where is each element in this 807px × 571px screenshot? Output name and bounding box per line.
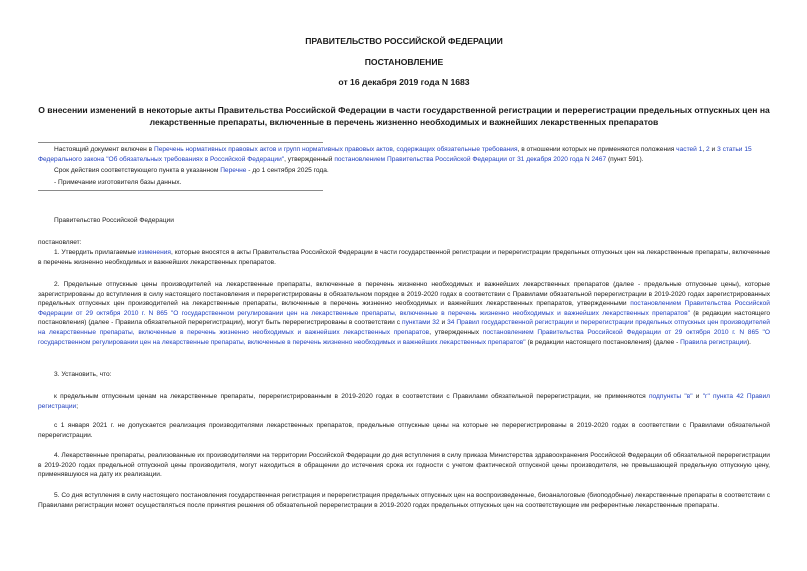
- notice-text: (пункт 591).: [606, 155, 644, 163]
- item-2-text: (в редакции настоящего постановления) (далее -: [525, 338, 681, 346]
- notice-text: - до 1 сентября 2025 года.: [246, 167, 329, 175]
- notice-text: и: [709, 146, 718, 153]
- notice-text: ,: [702, 146, 707, 153]
- link-punkt-42[interactable]: "г" пункта 42 Правил регистрации: [38, 393, 770, 410]
- government-heading: ПРАВИТЕЛЬСТВО РОССИЙСКОЙ ФЕДЕРАЦИИ: [305, 36, 503, 46]
- item-2-text: (в редакции настоящего постановления) (далее - Правила обязательной перерегистрации), могут быть перерегистрированы в соответствии с: [38, 309, 771, 327]
- issuer-text: Правительство Российской Федерации: [54, 217, 174, 224]
- notice-paragraph-2: [38, 166, 770, 176]
- item-1-text: 1. Утвердить прилагаемые: [54, 249, 138, 256]
- item-3a-text: и: [692, 393, 703, 400]
- decrees-text: постановляет:: [38, 239, 82, 246]
- link-chast-1[interactable]: частей 1: [676, 146, 703, 153]
- notice-text: , утвержденный: [284, 155, 335, 163]
- link-pravila-registracii[interactable]: Правила регистрации: [680, 338, 747, 346]
- item-4-text: 4. Лекарственные препараты, реализованные их производителями на территории Российской Федерации до дня вступления в силу приказа Министерства здравоохранения Российской Федерации об обязательной перерегистрации в 2019-2020 годах предельной отпускной цены производителя, могут находиться в обращении до истечения срока их годности с учетом фактической отпускной цены производителя, не превышающей предельную отпускную цену, применявшуюся на дату их реализации.: [38, 452, 770, 479]
- item-2-text: , утвержденных: [429, 328, 483, 336]
- document-type-heading: ПОСТАНОВЛЕНИЕ: [364, 57, 444, 67]
- notice-top-divider: [38, 142, 323, 143]
- link-punkt-34-pravil[interactable]: 34 Правил государственной регистрации и перерегистрации предельных отпускных цен производителей на лекарственные препараты, включенные в перечень жизненно необходимых и важнейших лекарственных препаратов: [38, 319, 770, 336]
- item-2-text: ).: [746, 338, 752, 346]
- item-4: [38, 451, 770, 480]
- document-title: О внесении изменений в некоторые акты Правительства Российской Федерации в части государственной регистрации и перерегистрации предельных отпускных цен на лекарственные препараты, включенные в перечень жизненно необходимых и важнейших лекарственных препаратов: [38, 105, 770, 127]
- link-perechen-npa[interactable]: Перечень нормативных правовых актов и групп нормативных правовых актов, содержащих обязательные требования: [153, 146, 518, 153]
- link-postanovlenie-2467[interactable]: постановлением Правительства Российской Федерации от 31 декабря 2020 года N 2467: [334, 155, 607, 163]
- decrees-line: [38, 238, 770, 248]
- notice-paragraph-1: [38, 145, 770, 164]
- link-postanovlenie-865[interactable]: постановлением Правительства Российской Федерации от 29 октября 2010 г. N 865 "О государственном регулировании цен на лекарственные препараты, включенные в перечень жизненно необходимых и важнейших лекарственных препаратов": [38, 300, 770, 317]
- link-izmeneniya[interactable]: изменения: [137, 249, 171, 256]
- item-2: [38, 280, 770, 347]
- item-3: [38, 370, 770, 380]
- notice-paragraph-3: - Примечание изготовителя базы данных.: [54, 178, 182, 186]
- issuer-line: [38, 216, 770, 226]
- item-2-text: и: [439, 319, 448, 327]
- link-statya-15[interactable]: 3 статьи 15 Федерального закона "Об обязательных требованиях в Российской Федерации": [38, 146, 752, 163]
- item-3b-text: с 1 января 2021 г. не допускается реализация производителями лекарственных препаратов, предельные отпускные цены на которые не перерегистрированы в 2019-2020 годах в соответствии с Правилами обязательной перерегистрации.: [38, 422, 770, 439]
- notice-text: Настоящий документ включен в: [54, 146, 154, 153]
- link-postanovlenie-865-second[interactable]: постановлением Правительства Российской Федерации от 29 октября 2010 г. N 865 "О государственном регулировании цен на лекарственные препараты, включенные в перечень жизненно необходимых и важнейших лекарственных препаратов": [38, 328, 770, 346]
- item-3b: [38, 421, 770, 440]
- notice-block: [38, 145, 770, 187]
- date-number-heading: от 16 декабря 2019 года N 1683: [338, 77, 470, 87]
- item-3a-text: ;: [76, 402, 79, 410]
- link-chast-2[interactable]: 2: [706, 146, 710, 153]
- item-3-text: 3. Установить, что:: [54, 371, 112, 378]
- notice-text: Срок действия соответствующего пункта в указанном: [54, 167, 221, 175]
- link-punkt-32[interactable]: пунктами 32: [402, 319, 440, 327]
- link-podpunkt-v[interactable]: подпункты "в": [648, 393, 693, 400]
- item-5-text: 5. Со дня вступления в силу настоящего постановления государственная регистрация и перерегистрация предельных отпускных цен на воспроизведенные, биоаналоговые (биоподобные) лекарственные препараты в соответствии с Правилами регистрации может осуществляться после принятия решения об обязательной перерегистрации в 2019-2020 годах предельных отпускных цен на соответствующие им референтные лекарственные препараты.: [38, 492, 770, 509]
- item-1: [38, 248, 770, 267]
- item-3a: [38, 392, 770, 411]
- notice-bottom-divider: [38, 190, 323, 191]
- notice-text: , в отношении которых не применяются положения: [517, 146, 677, 153]
- item-2-text: 2. Предельные отпускные цены производителей на лекарственные препараты, включенные в перечень жизненно необходимых и важнейших лекарственных препаратов (далее - предельные отпускные цены), которые зарегистрированы до вступления в силу настоящего постановления и перерегистрированы в обязательном порядке в 2019-2020 годах в соответствии с Правилами обязательной перерегистрации в 2019-2020 годах зарегистрированных предельных отпускных цен производителей на лекарственные препараты, включенные в перечень жизненно необходимых и важнейших лекарственных препаратов, утвержденными: [38, 281, 770, 308]
- link-perechen[interactable]: Перечне: [220, 167, 247, 175]
- item-3a-text: к предельным отпускным ценам на лекарственные препараты, перерегистрированным в 2019-2020 годах в соответствии с Правилами обязательной перерегистрации, не применяются: [54, 393, 649, 400]
- item-5: [38, 491, 770, 510]
- item-1-text: , которые вносятся в акты Правительства Российской Федерации в части государственной регистрации и перерегистрации предельных отпускных цен на лекарственные препараты, включенные в перечень жизненно необходимых и важнейших лекарственных препаратов.: [38, 249, 770, 266]
